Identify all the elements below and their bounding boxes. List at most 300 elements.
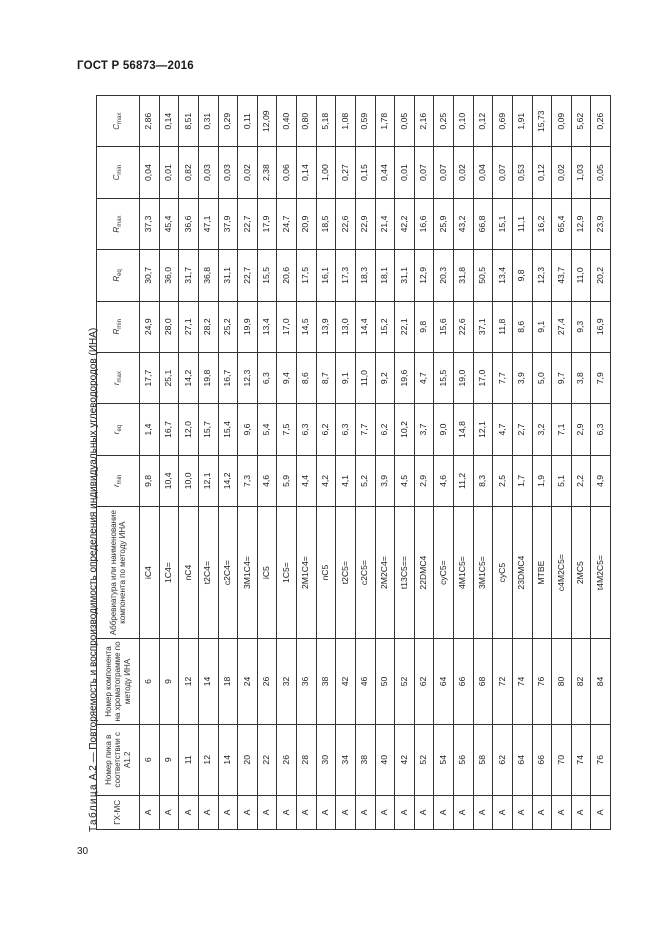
cell-abbreviation: 22DMC4 [414,507,434,639]
cell-abbreviation: c2C5= [355,507,375,639]
cell-C-min: 0,07 [493,147,513,198]
cell-R-min: 8,6 [512,301,532,352]
cell-r-max: 19,8 [198,352,218,403]
cell-peak-number: 76 [591,724,611,795]
cell-r-max: 12,3 [238,352,258,403]
cell-component-number: 80 [552,639,572,725]
table-row [159,96,179,830]
cell-C-min: 1,00 [316,147,336,198]
cell-R-eq: 20,3 [434,250,454,301]
cell-C-max: 2,86 [140,96,160,147]
cell-r-eq: 1,4 [140,404,160,455]
cell-peak-number: 42 [395,724,415,795]
cell-R-eq: 17,5 [297,250,317,301]
cell-gcms: A [198,795,218,829]
cell-R-eq: 20,2 [591,250,611,301]
cell-r-min: 1,7 [512,455,532,506]
cell-R-max: 20,9 [297,198,317,249]
cell-C-min: 0,02 [552,147,572,198]
cell-component-number: 36 [297,639,317,725]
page-number: 30 [77,846,89,857]
cell-C-max: 12,09 [257,96,277,147]
cell-R-min: 19,9 [238,301,258,352]
cell-R-eq: 31,7 [179,250,199,301]
cell-R-max: 37,9 [218,198,238,249]
cell-r-min: 4,6 [257,455,277,506]
cell-peak-number: 74 [571,724,591,795]
cell-C-min: 0,14 [297,147,317,198]
cell-abbreviation: iC5 [257,507,277,639]
cell-R-max: 17,9 [257,198,277,249]
cell-r-max: 9,7 [552,352,572,403]
table-container [96,95,611,830]
cell-r-eq: 5,4 [257,404,277,455]
cell-r-max: 16,7 [218,352,238,403]
cell-abbreviation: 3M1C4= [238,507,258,639]
document-standard-header: ГОСТ Р 56873—2016 [77,60,194,72]
cell-R-eq: 12,3 [532,250,552,301]
cell-R-eq: 18,3 [355,250,375,301]
table-row [532,96,552,830]
col-header-C-max: $C_{max}$ [97,96,140,147]
cell-abbreviation: nC4 [179,507,199,639]
cell-component-number: 52 [395,639,415,725]
cell-peak-number: 34 [336,724,356,795]
cell-component-number: 12 [179,639,199,725]
cell-C-min: 0,12 [532,147,552,198]
cell-C-max: 0,29 [218,96,238,147]
cell-r-eq: 7,5 [277,404,297,455]
table-row [512,96,532,830]
cell-R-eq: 50,5 [473,250,493,301]
cell-R-min: 28,0 [159,301,179,352]
table-row [493,96,513,830]
cell-abbreviation: c4M2C5= [552,507,572,639]
cell-R-max: 37,3 [140,198,160,249]
cell-component-number: 76 [532,639,552,725]
cell-abbreviation: 1C5= [277,507,297,639]
cell-r-min: 8,3 [473,455,493,506]
cell-r-max: 9,1 [336,352,356,403]
cell-r-max: 19,0 [454,352,474,403]
cell-C-min: 0,53 [512,147,532,198]
cell-gcms: A [395,795,415,829]
col-header-R-min: $R_{min}$ [97,301,140,352]
cell-r-max: 17,0 [473,352,493,403]
cell-C-max: 0,09 [552,96,572,147]
cell-abbreviation: nC5 [316,507,336,639]
cell-r-min: 1,9 [532,455,552,506]
cell-R-max: 42,2 [395,198,415,249]
cell-C-max: 0,05 [395,96,415,147]
cell-r-max: 7,9 [591,352,611,403]
cell-R-min: 22,1 [395,301,415,352]
cell-peak-number: 6 [140,724,160,795]
cell-R-max: 15,1 [493,198,513,249]
cell-abbreviation: t2C4= [198,507,218,639]
cell-r-min: 4,5 [395,455,415,506]
cell-R-max: 36,6 [179,198,199,249]
cell-r-max: 9,2 [375,352,395,403]
cell-r-max: 14,2 [179,352,199,403]
cell-R-eq: 43,7 [552,250,572,301]
table-row [434,96,454,830]
cell-abbreviation: 3M1C5= [473,507,493,639]
cell-gcms: A [454,795,474,829]
cell-r-min: 5,9 [277,455,297,506]
cell-gcms: A [140,795,160,829]
cell-abbreviation: 4M1C5= [454,507,474,639]
cell-component-number: 74 [512,639,532,725]
cell-C-max: 15,73 [532,96,552,147]
col-header-r-max: $r_{max}$ [97,352,140,403]
cell-R-min: 15,6 [434,301,454,352]
cell-component-number: 82 [571,639,591,725]
cell-C-max: 0,11 [238,96,258,147]
cell-peak-number: 26 [277,724,297,795]
col-header-gcms: ГХ-МС [97,795,140,829]
cell-peak-number: 9 [159,724,179,795]
cell-R-eq: 15,5 [257,250,277,301]
cell-r-max: 11,0 [355,352,375,403]
cell-r-min: 2,2 [571,455,591,506]
cell-R-eq: 20,6 [277,250,297,301]
table-body [140,96,611,830]
cell-C-min: 0,04 [473,147,493,198]
cell-component-number: 9 [159,639,179,725]
cell-C-max: 0,31 [198,96,218,147]
cell-peak-number: 11 [179,724,199,795]
cell-peak-number: 30 [316,724,336,795]
cell-R-min: 14,4 [355,301,375,352]
cell-C-max: 0,10 [454,96,474,147]
cell-C-min: 0,01 [395,147,415,198]
cell-abbreviation: 1C4= [159,507,179,639]
table-row [238,96,258,830]
cell-R-min: 27,1 [179,301,199,352]
cell-component-number: 32 [277,639,297,725]
cell-R-min: 27,4 [552,301,572,352]
cell-R-min: 13,4 [257,301,277,352]
cell-C-max: 0,26 [591,96,611,147]
table-row [571,96,591,830]
cell-r-min: 3,9 [375,455,395,506]
cell-gcms: A [179,795,199,829]
cell-R-min: 9,8 [414,301,434,352]
cell-r-eq: 12,0 [179,404,199,455]
cell-peak-number: 66 [532,724,552,795]
cell-r-eq: 16,7 [159,404,179,455]
cell-r-eq: 2,7 [512,404,532,455]
cell-gcms: A [414,795,434,829]
cell-r-eq: 3,2 [532,404,552,455]
cell-r-max: 8,6 [297,352,317,403]
cell-C-min: 0,03 [218,147,238,198]
cell-R-min: 22,6 [454,301,474,352]
cell-R-max: 21,4 [375,198,395,249]
table-row [355,96,375,830]
col-header-R-max: $R_{max}$ [97,198,140,249]
cell-R-min: 13,0 [336,301,356,352]
cell-C-max: 1,91 [512,96,532,147]
cell-peak-number: 62 [493,724,513,795]
cell-R-max: 18,5 [316,198,336,249]
cell-R-eq: 36,8 [198,250,218,301]
cell-r-min: 2,9 [414,455,434,506]
cell-R-min: 37,1 [473,301,493,352]
table-header-row [97,96,140,830]
cell-C-max: 0,25 [434,96,454,147]
table-row [414,96,434,830]
cell-gcms: A [512,795,532,829]
table-row [257,96,277,830]
table-row [552,96,572,830]
cell-abbreviation: t13C5== [395,507,415,639]
cell-R-max: 22,6 [336,198,356,249]
cell-r-eq: 7,7 [355,404,375,455]
table-caption-label: Таблица [88,782,99,832]
col-header-r-min: $r_{min}$ [97,455,140,506]
cell-component-number: 50 [375,639,395,725]
cell-peak-number: 52 [414,724,434,795]
cell-peak-number: 54 [434,724,454,795]
col-header-R-eq: $R_{eq}$ [97,250,140,301]
cell-C-min: 0,27 [336,147,356,198]
cell-abbreviation: 23DMC4 [512,507,532,639]
cell-R-min: 24,9 [140,301,160,352]
cell-r-max: 8,7 [316,352,336,403]
cell-abbreviation: 2M2C4= [375,507,395,639]
cell-R-max: 45,4 [159,198,179,249]
cell-R-max: 22,7 [238,198,258,249]
cell-r-min: 5,1 [552,455,572,506]
col-header-r-eq: $r_{eq}$ [97,404,140,455]
cell-R-eq: 22,7 [238,250,258,301]
cell-C-min: 0,02 [238,147,258,198]
cell-r-eq: 6,2 [375,404,395,455]
cell-C-min: 1,03 [571,147,591,198]
cell-component-number: 64 [434,639,454,725]
cell-r-eq: 10,2 [395,404,415,455]
cell-r-eq: 6,3 [336,404,356,455]
table-row [454,96,474,830]
table-row [336,96,356,830]
cell-r-eq: 6,3 [591,404,611,455]
cell-r-min: 14,2 [218,455,238,506]
cell-R-max: 47,1 [198,198,218,249]
cell-component-number: 62 [414,639,434,725]
cell-r-min: 11,2 [454,455,474,506]
cell-R-eq: 30,7 [140,250,160,301]
table-row [375,96,395,830]
cell-gcms: A [591,795,611,829]
cell-R-eq: 31,8 [454,250,474,301]
cell-r-max: 9,4 [277,352,297,403]
cell-R-eq: 18,1 [375,250,395,301]
cell-abbreviation: MTBE [532,507,552,639]
cell-component-number: 26 [257,639,277,725]
cell-r-max: 25,1 [159,352,179,403]
cell-r-min: 4,6 [434,455,454,506]
cell-R-min: 28,2 [198,301,218,352]
cell-r-min: 5,2 [355,455,375,506]
table-row [140,96,160,830]
cell-r-eq: 9,0 [434,404,454,455]
cell-abbreviation: t2C5= [336,507,356,639]
col-header-component-number: Номер компонента на хроматограмме по методу ИНА [97,639,140,725]
cell-r-eq: 15,7 [198,404,218,455]
cell-abbreviation: t4M2C5= [591,507,611,639]
cell-gcms: A [218,795,238,829]
cell-peak-number: 40 [375,724,395,795]
col-header-abbreviation: Аббревиатура или наименование компонента по методу ИНА [97,507,140,639]
cell-r-min: 12,1 [198,455,218,506]
cell-C-max: 0,40 [277,96,297,147]
cell-C-max: 0,69 [493,96,513,147]
table-row [297,96,317,830]
cell-C-max: 0,14 [159,96,179,147]
cell-component-number: 18 [218,639,238,725]
cell-R-min: 25,2 [218,301,238,352]
cell-R-max: 43,2 [454,198,474,249]
cell-component-number: 84 [591,639,611,725]
cell-gcms: A [473,795,493,829]
cell-R-max: 16,6 [414,198,434,249]
cell-abbreviation: c2C4= [218,507,238,639]
table-caption-text: А.2 — Повторяемость и воспроизводимость определения индивидуальных углеводородов (ИНА) [88,327,99,783]
cell-abbreviation: 2MC5 [571,507,591,639]
cell-R-max: 25,9 [434,198,454,249]
cell-R-min: 14,5 [297,301,317,352]
cell-peak-number: 70 [552,724,572,795]
cell-C-max: 5,18 [316,96,336,147]
cell-component-number: 6 [140,639,160,725]
cell-r-min: 4,2 [316,455,336,506]
cell-abbreviation: 2M1C4= [297,507,317,639]
cell-R-eq: 16,1 [316,250,336,301]
cell-r-eq: 7,1 [552,404,572,455]
cell-R-min: 15,2 [375,301,395,352]
table-row [277,96,297,830]
cell-R-max: 23,9 [591,198,611,249]
table-row [473,96,493,830]
cell-r-min: 7,3 [238,455,258,506]
cell-C-max: 5,62 [571,96,591,147]
cell-r-max: 7,7 [493,352,513,403]
table-row [179,96,199,830]
cell-C-max: 8,51 [179,96,199,147]
cell-gcms: A [493,795,513,829]
cell-abbreviation: cyC5= [434,507,454,639]
cell-C-min: 2,38 [257,147,277,198]
cell-r-max: 19,6 [395,352,415,403]
cell-peak-number: 64 [512,724,532,795]
cell-r-eq: 3,7 [414,404,434,455]
table-row [316,96,336,830]
cell-C-min: 0,44 [375,147,395,198]
cell-C-min: 0,05 [591,147,611,198]
cell-gcms: A [277,795,297,829]
cell-r-min: 4,4 [297,455,317,506]
cell-component-number: 38 [316,639,336,725]
cell-R-min: 9,1 [532,301,552,352]
cell-r-eq: 6,2 [316,404,336,455]
cell-C-max: 0,12 [473,96,493,147]
cell-component-number: 14 [198,639,218,725]
cell-r-min: 10,0 [179,455,199,506]
cell-R-eq: 13,4 [493,250,513,301]
cell-R-max: 22,9 [355,198,375,249]
cell-R-eq: 36,0 [159,250,179,301]
cell-R-min: 9,3 [571,301,591,352]
cell-peak-number: 14 [218,724,238,795]
cell-gcms: A [238,795,258,829]
cell-r-min: 10,4 [159,455,179,506]
cell-r-min: 9,8 [140,455,160,506]
cell-component-number: 24 [238,639,258,725]
cell-C-min: 0,06 [277,147,297,198]
cell-C-max: 1,08 [336,96,356,147]
cell-component-number: 72 [493,639,513,725]
cell-gcms: A [316,795,336,829]
table-row [395,96,415,830]
cell-r-max: 3,8 [571,352,591,403]
cell-R-eq: 11,0 [571,250,591,301]
cell-R-max: 16,2 [532,198,552,249]
cell-C-max: 1,78 [375,96,395,147]
cell-R-min: 16,9 [591,301,611,352]
cell-C-min: 0,07 [414,147,434,198]
cell-component-number: 46 [355,639,375,725]
cell-r-eq: 15,4 [218,404,238,455]
cell-peak-number: 58 [473,724,493,795]
cell-r-min: 4,1 [336,455,356,506]
table-row [591,96,611,830]
cell-r-max: 3,9 [512,352,532,403]
cell-abbreviation: iC4 [140,507,160,639]
col-header-peak-number: Номер пика в соответствии с А1.2 [97,724,140,795]
cell-R-max: 24,7 [277,198,297,249]
cell-R-max: 65,4 [552,198,572,249]
cell-R-min: 11,8 [493,301,513,352]
cell-gcms: A [297,795,317,829]
cell-abbreviation: cyC5 [493,507,513,639]
cell-C-min: 0,02 [454,147,474,198]
cell-gcms: A [257,795,277,829]
table-row [198,96,218,830]
cell-gcms: A [336,795,356,829]
cell-peak-number: 22 [257,724,277,795]
cell-gcms: A [552,795,572,829]
cell-R-min: 17,0 [277,301,297,352]
cell-peak-number: 28 [297,724,317,795]
cell-r-eq: 6,3 [297,404,317,455]
cell-C-min: 0,82 [179,147,199,198]
cell-gcms: A [375,795,395,829]
cell-gcms: A [532,795,552,829]
cell-C-min: 0,01 [159,147,179,198]
cell-peak-number: 20 [238,724,258,795]
cell-r-max: 17,7 [140,352,160,403]
cell-peak-number: 38 [355,724,375,795]
cell-gcms: A [355,795,375,829]
table-row [218,96,238,830]
cell-r-min: 4,9 [591,455,611,506]
col-header-C-min: $C_{min}$ [97,147,140,198]
cell-C-max: 0,59 [355,96,375,147]
cell-C-min: 0,03 [198,147,218,198]
cell-component-number: 42 [336,639,356,725]
